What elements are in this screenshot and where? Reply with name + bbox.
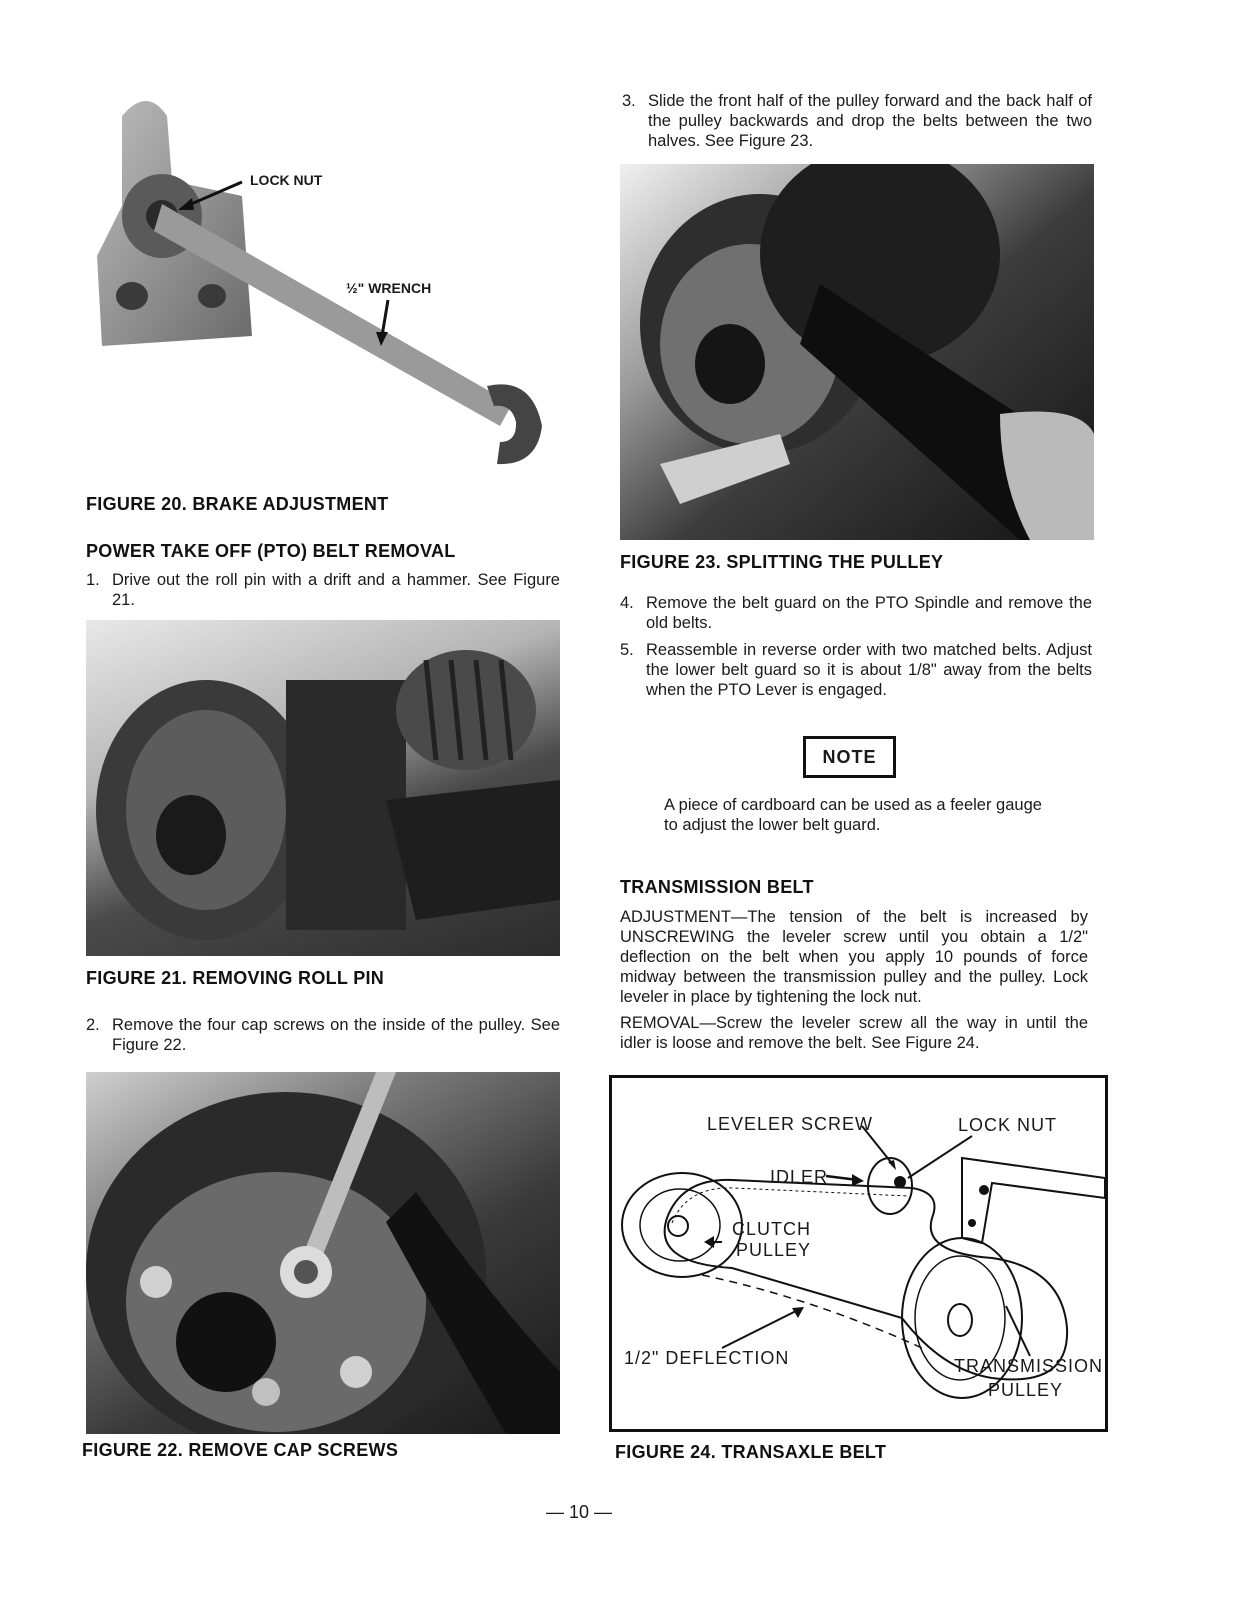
- transmission-label: TRANSMISSION: [954, 1356, 1104, 1376]
- page-number: — 10 —: [546, 1502, 613, 1522]
- note-badge: NOTE: [803, 736, 896, 778]
- note-text: A piece of cardboard can be used as a feeler gauge to adjust the lower belt guard.: [664, 796, 1042, 834]
- pto-heading: POWER TAKE OFF (PTO) BELT REMOVAL: [86, 541, 456, 561]
- figure-21-caption: FIGURE 21. REMOVING ROLL PIN: [86, 968, 385, 988]
- step-4: [620, 593, 1092, 633]
- figure-22-caption: FIGURE 22. REMOVE CAP SCREWS: [82, 1440, 399, 1460]
- step-2-text: Remove the four cap screws on the inside of the pulley. See Figure 22.: [112, 1016, 560, 1054]
- step-2-number: 2.: [86, 1016, 100, 1034]
- lock-nut-diagram-label: LOCK NUT: [958, 1115, 1058, 1135]
- figure-21-photo: [86, 620, 560, 956]
- figure-24-diagram: [609, 1075, 1108, 1432]
- leveler-screw-label: LEVELER SCREW: [707, 1114, 874, 1134]
- removal-paragraph: REMOVAL—Screw the leveler screw all the way in until the idler is loose and remove the belt. See Figure 24.: [620, 1014, 1088, 1052]
- clutch-label: CLUTCH: [732, 1219, 812, 1239]
- idler-label: IDLER: [770, 1167, 829, 1187]
- transmission-pulley-label: PULLEY: [988, 1380, 1064, 1400]
- step-5: [620, 640, 1092, 700]
- lock-nut-label: LOCK NUT: [250, 172, 323, 188]
- clutch-pulley-label: PULLEY: [736, 1240, 812, 1260]
- figure-20-caption: FIGURE 20. BRAKE ADJUSTMENT: [86, 494, 389, 514]
- step-2: [86, 1015, 560, 1055]
- step-4-text: Remove the belt guard on the PTO Spindle and remove the old belts.: [646, 594, 1092, 632]
- figure-23-photo: [620, 164, 1094, 540]
- figure-20-photo: [92, 86, 560, 482]
- step-1-text: Drive out the roll pin with a drift and a hammer. See Figure 21.: [112, 571, 560, 609]
- transmission-heading: TRANSMISSION BELT: [620, 877, 814, 897]
- deflection-label: 1/2" DEFLECTION: [624, 1348, 790, 1368]
- figure-24-caption: FIGURE 24. TRANSAXLE BELT: [615, 1442, 887, 1462]
- figure-23-caption: FIGURE 23. SPLITTING THE PULLEY: [620, 552, 944, 572]
- step-5-number: 5.: [620, 641, 634, 659]
- step-1-number: 1.: [86, 571, 100, 589]
- step-3-text: Slide the front half of the pulley forward and the back half of the pulley backwards and drop the belts between the two halves. See Figure 23.: [648, 92, 1092, 150]
- step-1: [86, 570, 560, 610]
- step-3: [622, 91, 1092, 151]
- adjustment-paragraph: ADJUSTMENT—The tension of the belt is increased by UNSCREWING the leveler screw until you obtain a 1/2" deflection on the belt when you apply 10 pounds of force midway between the transmission pulley and the pulley. Lock leveler in place by tightening the lock nut.: [620, 908, 1088, 1006]
- step-4-number: 4.: [620, 594, 634, 612]
- figure-22-photo: [86, 1072, 560, 1434]
- step-3-number: 3.: [622, 92, 636, 110]
- wrench-label: ½" WRENCH: [346, 280, 432, 296]
- step-5-text: Reassemble in reverse order with two matched belts. Adjust the lower belt guard so it is about 1/8" away from the belts when the PTO Lever is engaged.: [646, 641, 1092, 699]
